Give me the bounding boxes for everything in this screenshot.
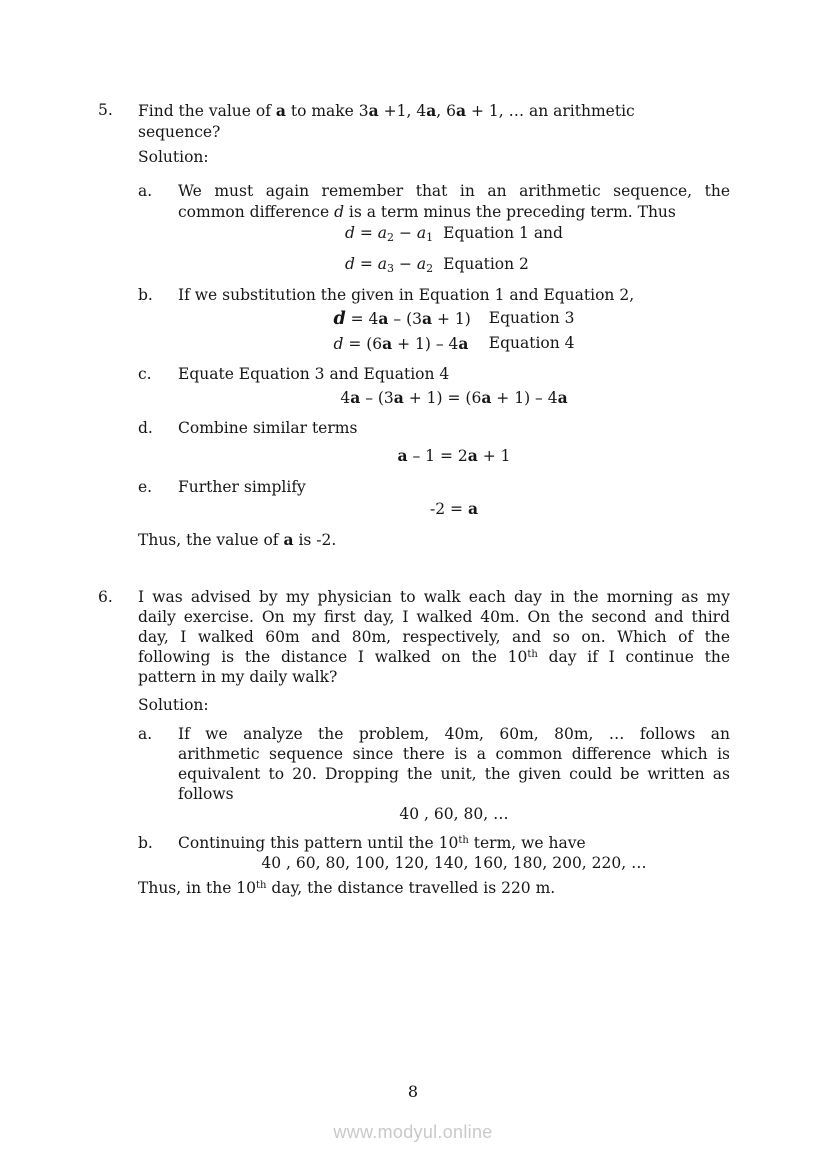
step-text-line: If we analyze the problem, 40m, 60m, 80m, … follows an xyxy=(178,725,730,743)
step-body xyxy=(178,181,730,275)
equation-line: -2 = a xyxy=(430,499,478,518)
question-number: 6. xyxy=(98,588,113,606)
step-body xyxy=(178,833,730,873)
question-text-line: pattern in my daily walk? xyxy=(138,668,338,686)
step-letter: c. xyxy=(138,365,152,383)
equation-formula: $d = a_3 - a_2$ xyxy=(345,255,434,275)
step-a xyxy=(138,724,730,824)
question-text-line: Find the value of a to make 3a +1, 4a, 6a + 1, … an arithmetic xyxy=(138,101,635,120)
equation-label: Equation 1 and xyxy=(443,224,563,242)
conclusion-text: Thus, the value of a is -2. xyxy=(138,530,337,549)
step-d xyxy=(138,418,730,467)
step-text-line: follows xyxy=(178,785,234,803)
equation-label: Equation 2 xyxy=(443,255,529,273)
step-body xyxy=(178,285,730,355)
equation-formula: d = 4a – (3a + 1) xyxy=(333,309,471,329)
question-5 xyxy=(98,100,730,551)
equation-label: Equation 4 xyxy=(488,334,575,352)
step-letter: e. xyxy=(138,478,153,496)
question-text-line: I was advised by my physician to walk each day in the morning as my xyxy=(138,588,730,606)
step-e xyxy=(138,477,730,520)
equation-line: 4a – (3a + 1) = (6a + 1) – 4a xyxy=(340,388,568,407)
step-letter: d. xyxy=(138,419,153,437)
step-letter: b. xyxy=(138,834,153,852)
step-text-line: common difference d is a term minus the preceding term. Thus xyxy=(178,203,676,221)
step-letter: a. xyxy=(138,725,153,743)
step-letter: a. xyxy=(138,182,153,200)
equation-formula: $d = a_2 - a_1$ xyxy=(345,224,434,244)
equation-label: Equation 3 xyxy=(488,309,575,327)
question-text-line: day, I walked 60m and 80m, respectively, and so on. Which of the xyxy=(138,628,730,646)
step-text-line: Combine similar terms xyxy=(178,419,358,437)
question-6-block xyxy=(98,587,730,898)
step-text-line: arithmetic sequence since there is a common difference which is xyxy=(178,745,730,763)
step-text-line: If we substitution the given in Equation 1 and Equation 2, xyxy=(178,286,635,304)
page-number: 8 xyxy=(407,1082,419,1101)
question-body xyxy=(138,100,730,551)
equation-block xyxy=(333,308,574,355)
step-letter: b. xyxy=(138,286,153,304)
equation-block xyxy=(345,223,563,275)
question-text-line: following is the distance I walked on the 10th day if I continue the xyxy=(138,648,731,666)
question-text-line: sequence? xyxy=(138,123,221,141)
step-b xyxy=(138,285,730,355)
step-text-line: We must again remember that in an arithmetic sequence, the xyxy=(178,182,730,200)
conclusion-text: Thus, in the 10th day, the distance travelled is 220 m. xyxy=(138,879,556,897)
step-text-line: equivalent to 20. Dropping the unit, the given could be written as xyxy=(178,765,730,783)
step-text-line: Further simplify xyxy=(178,478,306,496)
solution-label: Solution: xyxy=(138,696,209,714)
question-5-block xyxy=(98,100,730,551)
step-text-line: Equate Equation 3 and Equation 4 xyxy=(178,365,450,383)
question-text-line: daily exercise. On my first day, I walked 40m. On the second and third xyxy=(138,608,730,626)
equation-line: a – 1 = 2a + 1 xyxy=(397,446,511,465)
solution-label: Solution: xyxy=(138,148,209,166)
equation-formula: d = (6a + 1) – 4a xyxy=(333,334,469,353)
step-a xyxy=(138,181,730,275)
step-c xyxy=(138,364,730,409)
step-body xyxy=(178,724,730,824)
step-body xyxy=(178,477,730,520)
watermark: www.modyul.online xyxy=(333,1122,493,1142)
step-b xyxy=(138,833,730,873)
equation-line: 40 , 60, 80, … xyxy=(399,805,509,823)
step-text-line: Continuing this pattern until the 10th term, we have xyxy=(178,834,586,852)
question-number: 5. xyxy=(98,101,113,119)
step-body xyxy=(178,418,730,467)
equation-line: 40 , 60, 80, 100, 120, 140, 160, 180, 200, 220, … xyxy=(261,854,647,872)
question-6 xyxy=(98,587,730,898)
step-body xyxy=(178,364,730,409)
question-body xyxy=(138,587,730,898)
